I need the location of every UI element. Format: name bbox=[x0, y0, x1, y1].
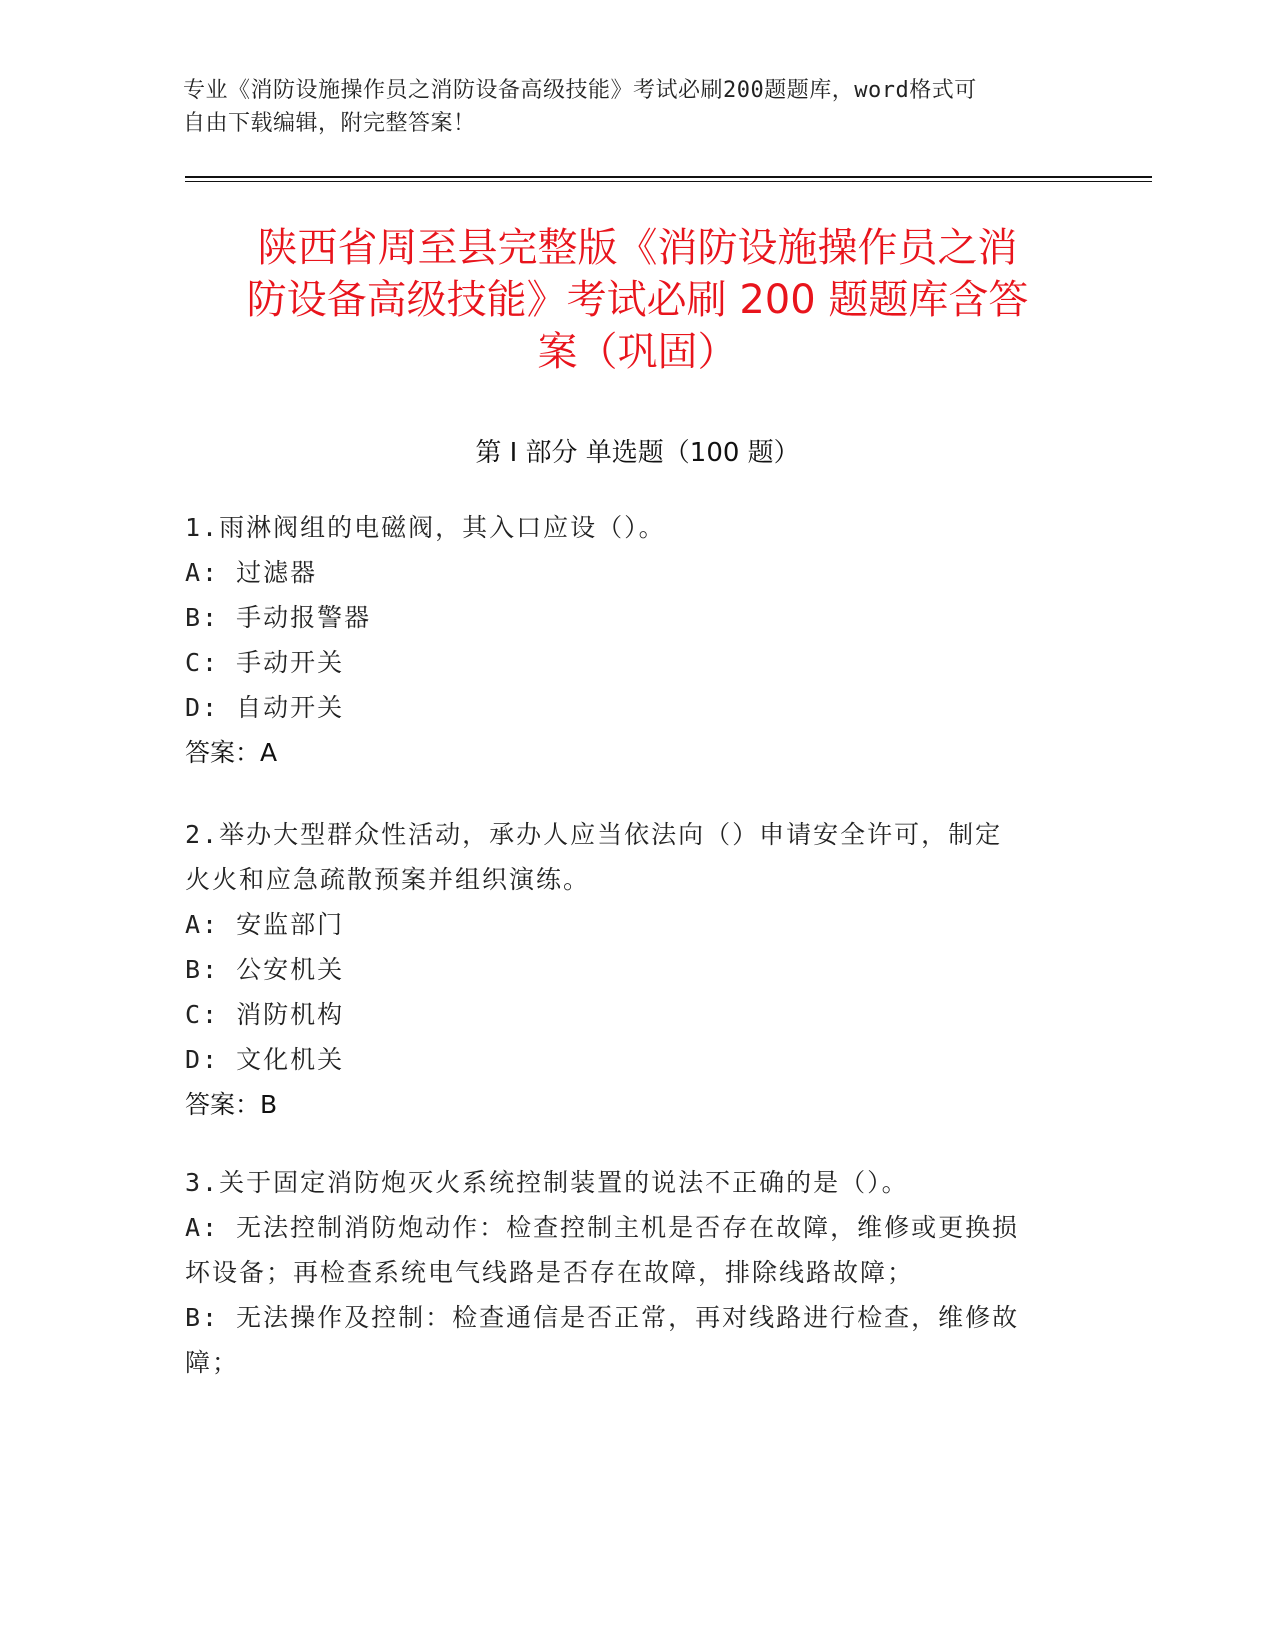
option-b: B: 无法操作及控制：检查通信是否正常，再对线路进行检查，维修故 bbox=[185, 1303, 1020, 1332]
question-block bbox=[185, 812, 1065, 1127]
option-b: B: 手动报警器 bbox=[185, 603, 372, 632]
question-stem: 1.雨淋阀组的电磁阀，其入口应设（）。 bbox=[185, 513, 666, 542]
question-block bbox=[185, 1160, 1065, 1385]
option-a: A: 安监部门 bbox=[185, 910, 345, 939]
option-b-cont: 障； bbox=[185, 1348, 240, 1377]
header-divider bbox=[185, 176, 1152, 178]
option-a: A: 过滤器 bbox=[185, 558, 318, 587]
option-b: B: 公安机关 bbox=[185, 955, 345, 984]
question-stem: 3.关于固定消防炮灭火系统控制装置的说法不正确的是（）。 bbox=[185, 1168, 909, 1197]
section-heading: 第 I 部分 单选题（100 题） bbox=[475, 438, 800, 468]
answer-line: 答案：A bbox=[185, 738, 278, 767]
answer-line: 答案：B bbox=[185, 1090, 278, 1119]
title-line: 陕西省周至县完整版《消防设施操作员之消 bbox=[257, 225, 1018, 271]
option-d: D: 自动开关 bbox=[185, 693, 345, 722]
title-line: 防设备高级技能》考试必刷 200 题题库含答 bbox=[246, 277, 1029, 323]
option-a-cont: 坏设备；再检查系统电气线路是否存在故障，排除线路故障； bbox=[185, 1258, 915, 1287]
header-divider-thin bbox=[185, 181, 1152, 182]
question-stem: 2.举办大型群众性活动，承办人应当依法向（）申请安全许可，制定 bbox=[185, 820, 1003, 849]
title-line: 案（巩固） bbox=[537, 329, 738, 375]
option-c: C: 消防机构 bbox=[185, 1000, 345, 1029]
header-note-line: 自由下载编辑，附完整答案！ bbox=[183, 111, 476, 136]
question-stem: 火火和应急疏散预案并组织演练。 bbox=[185, 865, 591, 894]
option-c: C: 手动开关 bbox=[185, 648, 345, 677]
header-note-line: 专业《消防设施操作员之消防设备高级技能》考试必刷200题题库，word格式可 bbox=[183, 78, 977, 103]
question-block bbox=[185, 505, 1065, 775]
document-title bbox=[185, 222, 1090, 378]
header-note bbox=[183, 74, 1063, 140]
option-a: A: 无法控制消防炮动作：检查控制主机是否存在故障，维修或更换损 bbox=[185, 1213, 1020, 1242]
option-d: D: 文化机关 bbox=[185, 1045, 345, 1074]
